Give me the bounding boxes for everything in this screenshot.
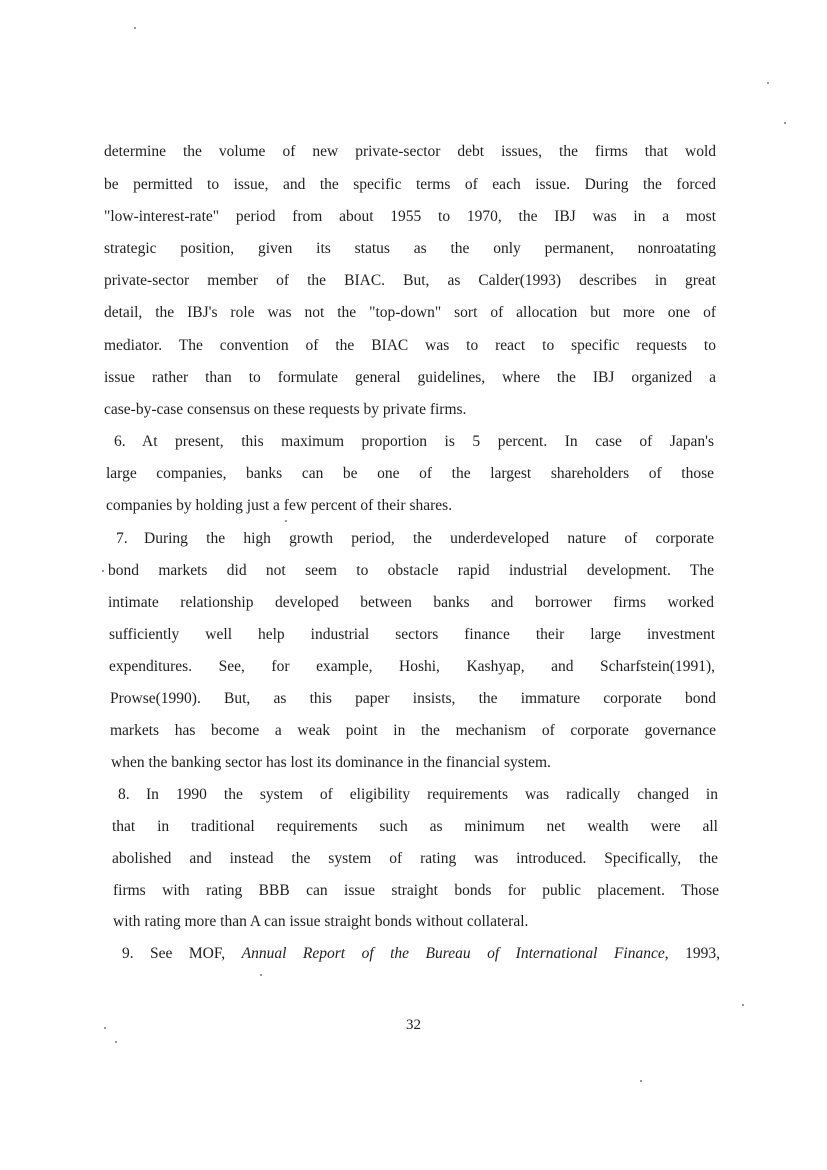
note7-line-7: markets has become a weak point in the mechanism of corporate governance	[110, 722, 716, 739]
scan-speck	[134, 27, 136, 29]
note7-line-3: intimate relationship developed between banks and borrower firms worked	[108, 594, 714, 611]
note5-line-4: strategic position, given its status as the only permanent, nonroatating	[104, 240, 716, 257]
note5-line-8: issue rather than to formulate general guidelines, where the IBJ organized a	[104, 369, 716, 386]
scan-speck	[115, 1041, 117, 1043]
note8-text-1: In 1990 the system of eligibility requirements was radically changed in	[146, 786, 718, 803]
scan-speck	[742, 1004, 744, 1006]
note9-report-title: Annual Report of the Bureau of International Finance	[241, 945, 665, 962]
note5-line-1: determine the volume of new private-sector debt issues, the firms that wold	[104, 143, 716, 160]
note8-line-1	[118, 785, 718, 805]
note6-text-1: At present, this maximum proportion is 5 percent. In case of Japan's	[142, 433, 714, 450]
note7-line-8: when the banking sector has lost its dominance in the financial system.	[111, 754, 551, 771]
note9-number: 9.	[122, 945, 134, 962]
note5-line-2: be permitted to issue, and the specific terms of each issue. During the forced	[104, 176, 716, 193]
note5-line-6: detail, the IBJ's role was not the "top-down" sort of allocation but more one of	[104, 304, 716, 321]
scan-speck	[640, 1080, 642, 1082]
note7-number: 7.	[116, 530, 128, 547]
note6-number: 6.	[114, 433, 126, 450]
note5-line-3: "low-interest-rate" period from about 1955 to 1970, the IBJ was in a most	[104, 208, 716, 225]
note6-line-2: large companies, banks can be one of the largest shareholders of those	[106, 465, 714, 482]
note7-line-2: bond markets did not seem to obstacle rapid industrial development. The	[108, 562, 714, 579]
note8-number: 8.	[118, 786, 130, 803]
note9-prefix: See MOF,	[150, 945, 226, 962]
note5-line-5: private-sector member of the BIAC. But, as Calder(1993) describes in great	[104, 272, 716, 289]
scan-speck	[104, 1027, 106, 1029]
note8-line-3: abolished and instead the system of rating was introduced. Specifically, the	[112, 850, 718, 867]
scan-speck	[102, 570, 104, 572]
note8-line-4: firms with rating BBB can issue straight bonds for public placement. Those	[113, 882, 719, 899]
note7-line-6: Prowse(1990). But, as this paper insists, the immature corporate bond	[110, 690, 716, 707]
note9-line-1	[122, 944, 720, 964]
note7-text-1: During the high growth period, the underdeveloped nature of corporate	[144, 530, 714, 547]
page-number: 32	[406, 1017, 421, 1033]
note7-line-1	[116, 529, 714, 549]
note8-line-2: that in traditional requirements such as minimum net wealth were all	[112, 818, 718, 835]
note9-suffix: , 1993,	[664, 945, 720, 962]
scan-speck	[784, 122, 786, 124]
note8-line-5: with rating more than A can issue straight bonds without collateral.	[113, 913, 529, 930]
note7-line-4: sufficiently well help industrial sectors finance their large investment	[109, 626, 715, 643]
note5-line-9: case-by-case consensus on these requests by private firms.	[104, 401, 467, 418]
note5-line-7: mediator. The convention of the BIAC was to react to specific requests to	[104, 337, 716, 354]
scan-speck	[767, 82, 769, 84]
note7-line-5: expenditures. See, for example, Hoshi, Kashyap, and Scharfstein(1991),	[109, 658, 715, 675]
note6-line-3: companies by holding just a few percent of their shares.	[106, 497, 453, 514]
scan-speck	[260, 974, 262, 976]
note6-line-1	[114, 432, 714, 452]
scan-speck	[285, 520, 287, 522]
